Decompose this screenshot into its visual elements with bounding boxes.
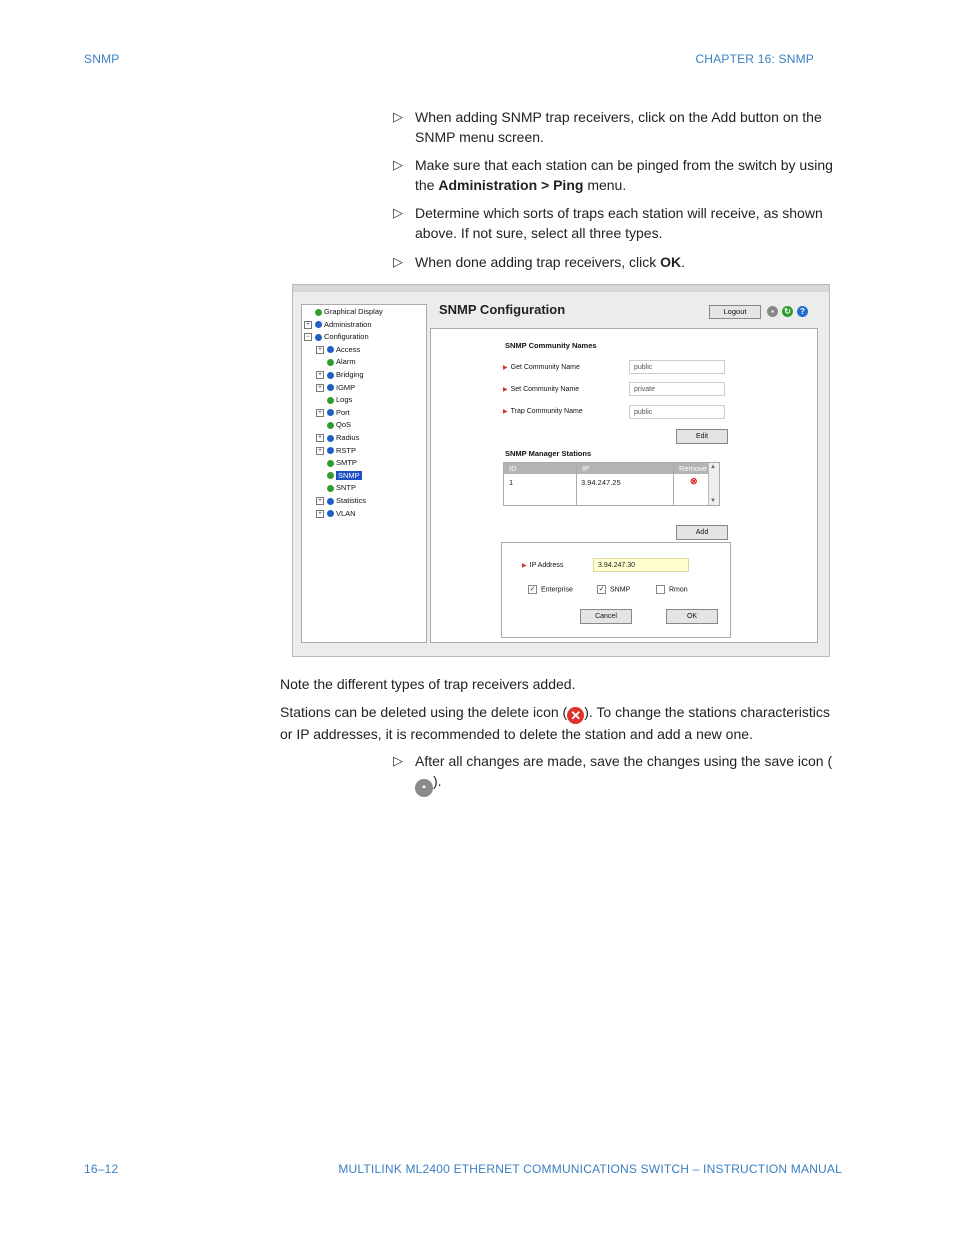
tree-item-label: Statistics [336,496,367,505]
bullet-marker: ▷ [393,109,403,124]
bullet-text [415,155,843,195]
page-icon [327,460,334,467]
tree-item-label: Graphical Display [324,307,383,316]
tree-item[interactable] [316,345,360,355]
page-icon [327,485,334,492]
tree-item-label: IGMP [336,382,356,392]
header-section-label: SNMP [84,52,120,66]
folder-icon [327,435,334,442]
save-bullet-text: After all changes are made, save the changes using the save icon (▪ ). [415,751,843,797]
tree-item[interactable] [316,370,364,380]
expand-icon[interactable]: + [316,371,324,379]
tree-item[interactable] [316,420,351,430]
get-community-label: ▶ Get Community Name [503,364,580,371]
rmon-checkbox[interactable]: Rmon [656,585,688,594]
expand-icon[interactable]: + [316,409,324,417]
folder-icon [327,372,334,379]
set-community-field[interactable]: private [629,382,725,396]
trap-community-label: ▶ Trap Community Name [503,408,583,415]
tree-item-label: Port [336,407,350,417]
delete-paragraph: Stations can be deleted using the delete icon ( ✕ ). To change the stations characteristics or IP addresses, it is recommended to delete the station and add a new one. [280,704,830,742]
manager-stations-table [503,462,720,506]
tree-item[interactable] [316,383,355,393]
tree-item[interactable] [316,509,356,519]
community-names-heading: SNMP Community Names [505,341,597,350]
logout-button[interactable]: Logout [709,305,761,319]
tree-item[interactable] [304,320,372,330]
text-run: When adding SNMP trap receivers, click on the Add button on the SNMP menu screen. [415,109,822,145]
table-scrollbar[interactable]: ▲ ▼ [708,463,719,505]
expand-icon[interactable]: + [304,321,312,329]
folder-icon [315,334,322,341]
table-cell-id: 1 [509,478,514,487]
folder-icon [327,409,334,416]
bullet-marker: ▷ [393,205,403,220]
bullet-text [415,203,843,243]
snmp-checkbox[interactable]: ✓ SNMP [598,586,631,594]
table-cell-ip: 3.94.247.25 [581,478,621,487]
folder-icon [315,321,322,328]
screenshot-top-bar [293,285,829,292]
folder-icon [327,447,334,454]
text-run: Determine which sorts of traps each station will receive, as shown above. If not sure, select all three types. [415,205,823,241]
tree-item[interactable] [316,357,356,367]
column-header-remove: Remove [674,463,708,474]
header-chapter-label: CHAPTER 16: SNMP [695,52,814,66]
tree-item-label: Access [336,344,361,354]
snmp-config-screenshot [292,284,830,657]
save-icon: ▪ [415,779,433,797]
column-divider [673,463,674,505]
bullet-marker: ▷ [393,753,403,768]
tree-item-label: Logs [336,395,353,405]
column-header-id: ID [504,463,576,474]
footer-page-number: 16–12 [84,1162,119,1176]
bullet-text [415,107,843,147]
tree-item[interactable] [316,395,352,405]
get-community-field[interactable]: public [629,360,725,374]
navigation-tree [301,304,427,643]
set-community-label: ▶ Set Community Name [503,386,580,393]
page-icon [327,422,334,429]
ip-address-label: ▶ IP Address [522,562,564,569]
cancel-button[interactable]: Cancel [580,609,632,624]
tree-item-label: RSTP [336,445,357,455]
text-run: menu. [583,177,627,193]
tree-item-label: Configuration [324,332,369,342]
expand-icon[interactable]: + [316,384,324,392]
folder-icon [327,346,334,353]
expand-icon[interactable]: + [316,434,324,442]
tree-item[interactable] [316,433,359,443]
bold-text: OK [660,254,682,270]
tree-item[interactable] [316,408,350,418]
ip-address-field[interactable]: 3.94.247.30 [593,558,689,572]
delete-icon[interactable]: ⊗ [690,476,698,486]
tree-item[interactable] [304,332,369,342]
folder-icon [327,384,334,391]
tree-item[interactable] [316,446,356,456]
edit-button[interactable]: Edit [676,429,728,444]
expand-icon[interactable]: + [316,447,324,455]
column-header-ip: IP [577,463,673,474]
expand-icon[interactable]: + [316,510,324,518]
tree-item-label: Alarm [336,357,356,367]
bullet-marker: ▷ [393,157,403,172]
help-icon[interactable]: ? [797,306,808,317]
ok-button[interactable]: OK [666,609,718,624]
bullet-text [415,252,843,272]
footer-manual-title: MULTILINK ML2400 ETHERNET COMMUNICATIONS SWITCH – INSTRUCTION MANUAL [338,1162,842,1176]
trap-community-field[interactable]: public [629,405,725,419]
tree-item-label: SNTP [336,483,357,493]
page-icon [327,359,334,366]
page-icon [315,309,322,316]
expand-icon[interactable]: + [316,346,324,354]
folder-icon [327,498,334,505]
manager-stations-heading: SNMP Manager Stations [505,449,592,458]
refresh-icon[interactable]: ↻ [782,306,793,317]
tree-item[interactable] [316,471,362,481]
tree-item[interactable] [316,483,356,493]
tree-item-label: Bridging [336,370,364,379]
expand-icon[interactable]: + [316,497,324,505]
column-divider [576,463,577,505]
content-panel [430,328,818,643]
bullet-marker: ▷ [393,254,403,269]
tree-item-label: SMTP [336,458,357,468]
enterprise-checkbox[interactable]: ✓ Enterprise [529,586,573,594]
delete-icon: ✕ [567,707,584,724]
add-button[interactable]: Add [676,525,728,540]
text-run: When done adding trap receivers, click [415,254,661,270]
text-run: . [681,254,686,270]
page-icon [327,472,334,479]
save-icon[interactable]: ▪ [767,306,778,317]
add-station-form [501,542,731,638]
text-run: Make sure that each station can be pinged from the switch by using the [415,157,833,193]
bold-text: Administration > Ping [438,177,584,193]
folder-icon [327,510,334,517]
tree-item-label: VLAN [336,508,356,518]
tree-item-label: QoS [336,420,352,430]
tree-item-label: Radius [336,433,360,442]
tree-item[interactable] [316,496,366,506]
tree-item-label: Administration [324,319,372,329]
note-paragraph: Note the different types of trap receivers added. [280,676,576,692]
tree-item[interactable] [316,458,357,468]
tree-item[interactable] [304,307,383,317]
page-title: SNMP Configuration [439,302,566,317]
tree-item-label: SNMP [338,470,360,480]
page-icon [327,397,334,404]
collapse-icon[interactable]: − [304,333,312,341]
